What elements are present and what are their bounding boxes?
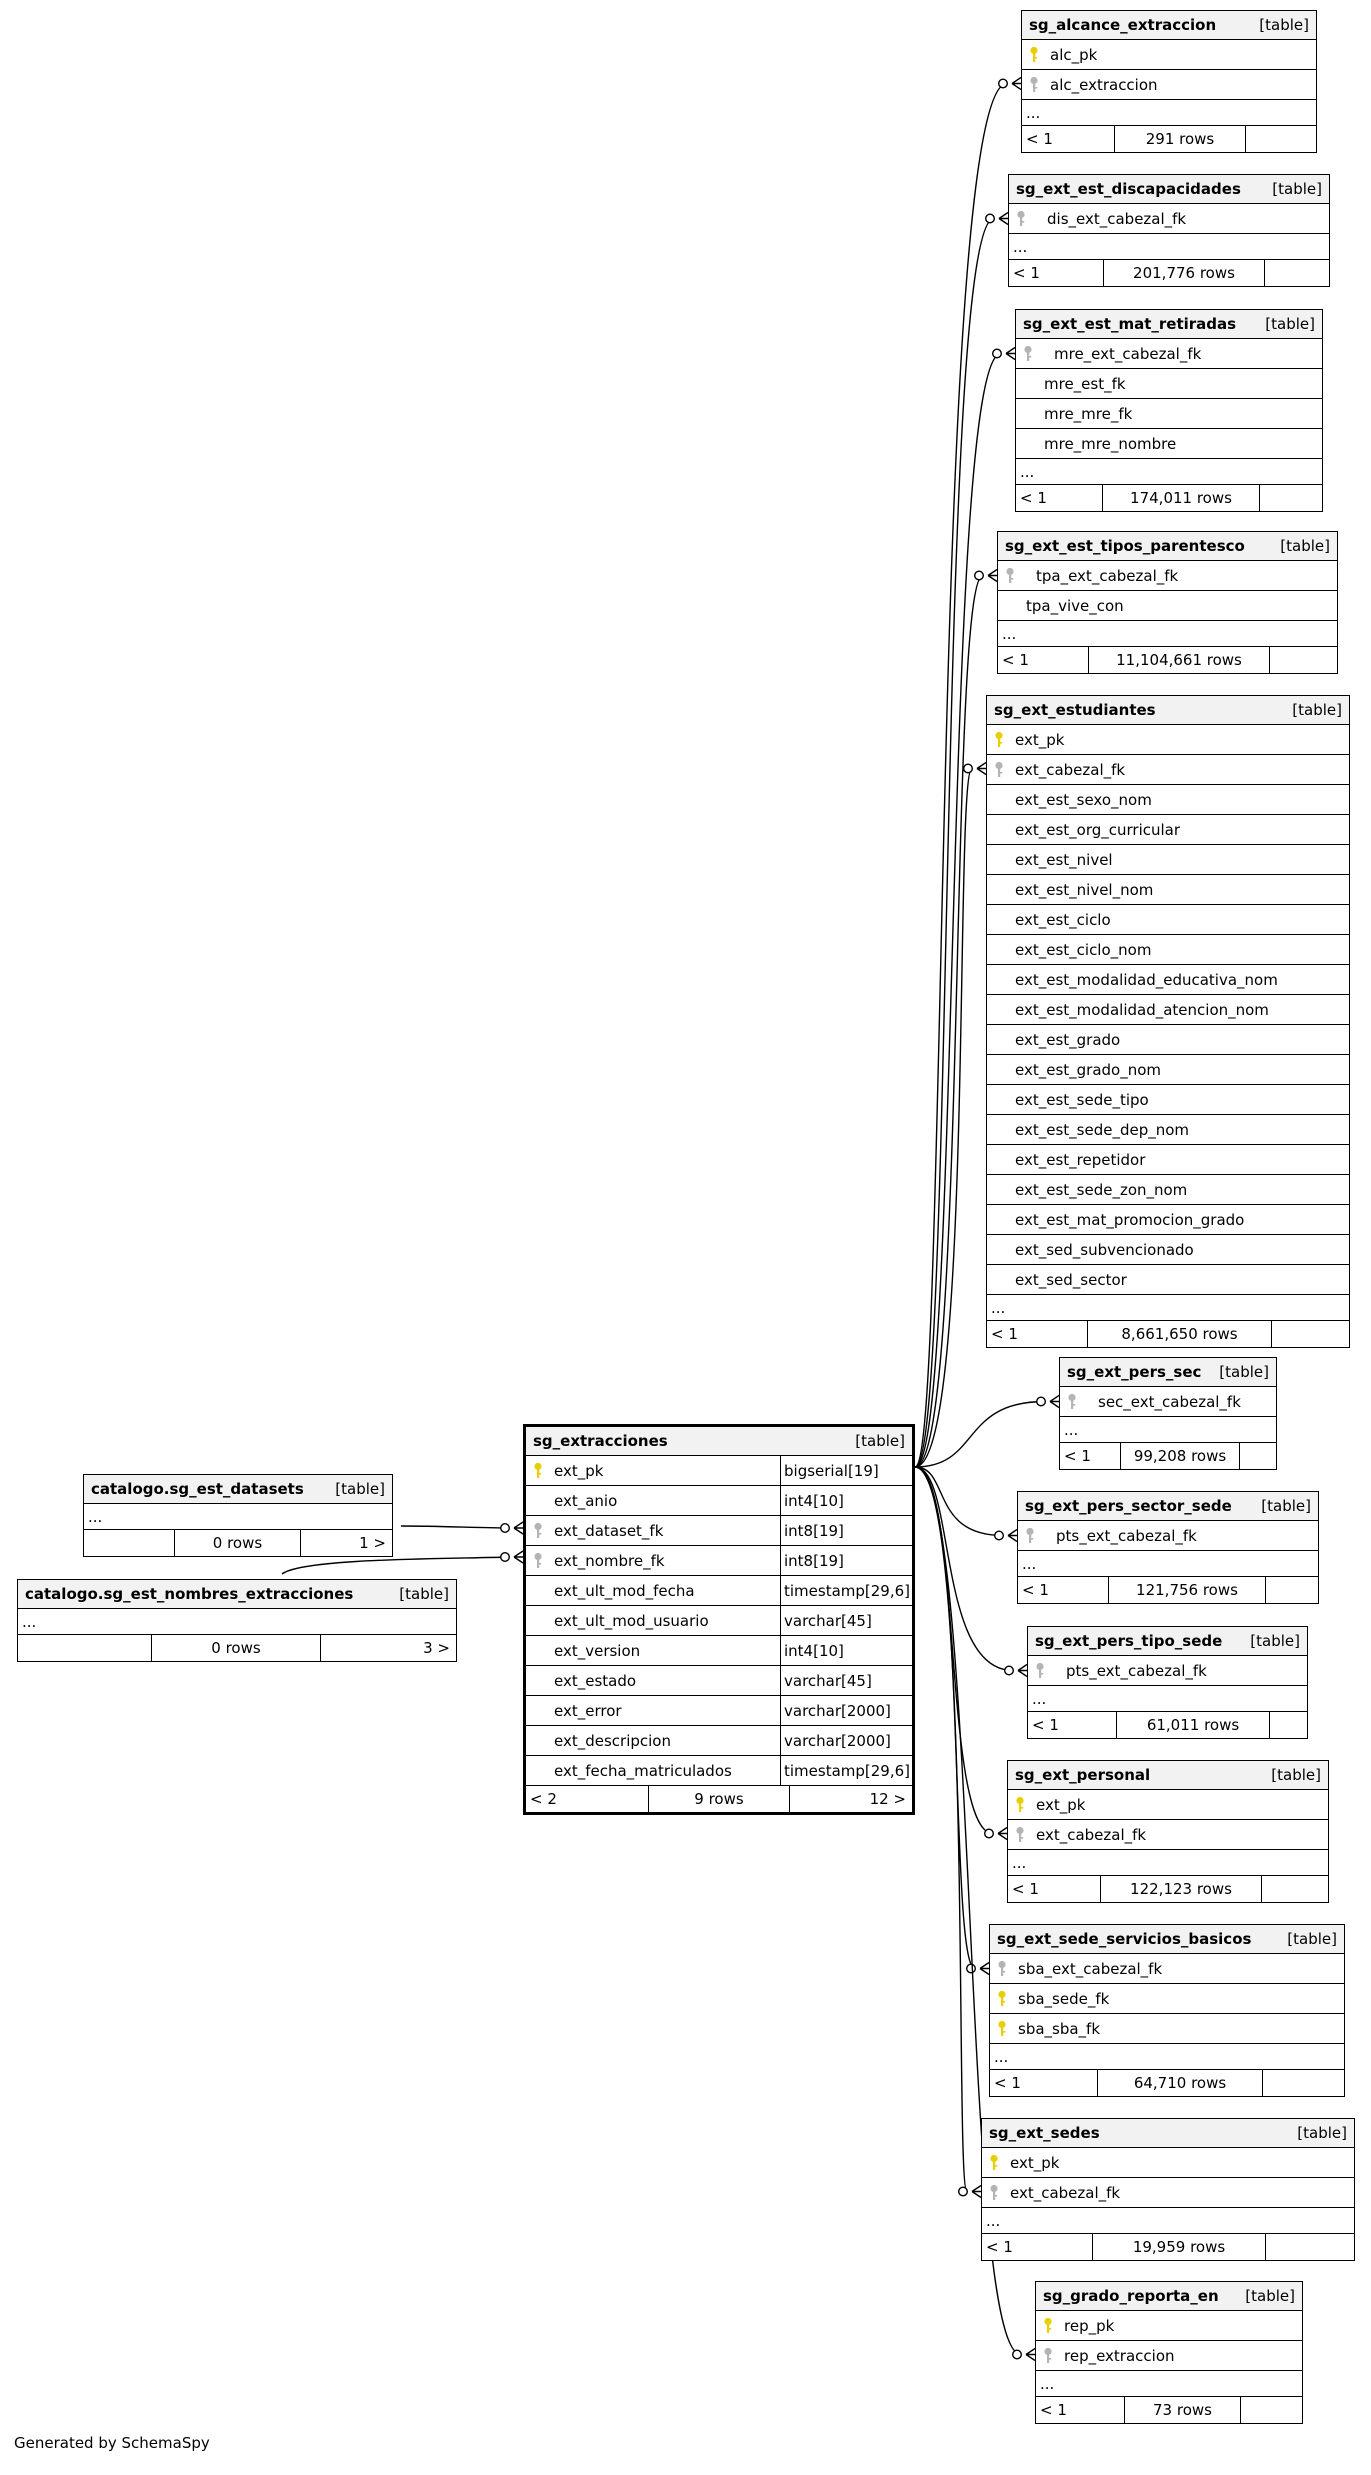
parents-link[interactable]: < 1 (982, 2234, 1093, 2260)
column-name: mre_est_fk (1044, 374, 1126, 393)
table-tag: [table] (1297, 2124, 1347, 2142)
zero-optional-marker (985, 1829, 994, 1838)
parents-link[interactable]: < 1 (998, 647, 1089, 673)
zero-optional-marker (986, 214, 995, 223)
column-name: pts_ext_cabezal_fk (1056, 1526, 1197, 1545)
column-row[interactable] (1009, 204, 1329, 234)
column-row[interactable] (987, 995, 1349, 1025)
parents-link[interactable] (84, 1530, 175, 1556)
relationship-edge (282, 1557, 509, 1574)
table-name[interactable]: sg_grado_reporta_en (1043, 2287, 1219, 2305)
more-columns: ... (1008, 1850, 1328, 1876)
column-name: ext_fecha_matriculados (554, 1761, 732, 1780)
column-name: ext_pk (1036, 1795, 1086, 1814)
table-name[interactable]: sg_ext_pers_sec (1067, 1363, 1202, 1381)
column-name: ext_dataset_fk (554, 1521, 664, 1540)
children-link[interactable] (1265, 260, 1329, 286)
column-name: ext_sed_subvencionado (1015, 1240, 1194, 1259)
column-type: int8[19] (784, 1521, 844, 1540)
column-row[interactable] (1016, 339, 1322, 369)
children-link[interactable] (1270, 647, 1337, 673)
children-link[interactable] (1262, 1876, 1328, 1902)
table-tag: [table] (1287, 1930, 1337, 1948)
parents-link[interactable]: < 1 (1008, 1876, 1101, 1902)
zero-optional-marker (1005, 1666, 1014, 1675)
primary-key-icon (997, 1990, 1007, 2008)
row-count: 174,011 rows (1103, 485, 1260, 511)
more-columns: ... (84, 1504, 392, 1530)
table-name[interactable]: sg_alcance_extraccion (1029, 16, 1217, 34)
row-count: 0 rows (152, 1635, 321, 1661)
more-columns: ... (1016, 459, 1322, 485)
table-name[interactable]: sg_ext_est_discapacidades (1016, 180, 1241, 198)
table-name[interactable]: sg_ext_est_mat_retiradas (1023, 315, 1237, 333)
foreign-key-icon (997, 1960, 1007, 1978)
row-count: 291 rows (1115, 126, 1246, 152)
column-name: ext_est_nivel (1015, 850, 1113, 869)
column-row[interactable] (982, 2178, 1354, 2208)
column-row[interactable] (526, 1576, 912, 1606)
column-row[interactable] (987, 845, 1349, 875)
foreign-key-icon (994, 761, 1004, 779)
column-row[interactable] (526, 1546, 912, 1576)
parents-link[interactable]: < 1 (1022, 126, 1115, 152)
more-columns: ... (998, 621, 1337, 647)
column-row[interactable] (987, 1175, 1349, 1205)
column-name: ext_est_modalidad_atencion_nom (1015, 1000, 1269, 1019)
row-count: 0 rows (175, 1530, 301, 1556)
column-name: ext_pk (554, 1461, 604, 1480)
column-name: ext_est_modalidad_educativa_nom (1015, 970, 1278, 989)
primary-key-icon (989, 2154, 999, 2172)
table-footer (1060, 1443, 1276, 1469)
table-footer (1022, 126, 1316, 152)
table-footer (526, 1786, 912, 1812)
column-name: ext_est_ciclo_nom (1015, 940, 1152, 959)
table-footer (1028, 1712, 1307, 1738)
column-row[interactable] (990, 1984, 1344, 2014)
column-name: ext_error (554, 1701, 622, 1720)
more-columns: ... (1036, 2371, 1302, 2397)
column-row[interactable] (1016, 429, 1322, 459)
table-tag: [table] (1259, 16, 1309, 34)
column-name: dis_ext_cabezal_fk (1047, 209, 1187, 228)
table-tag: [table] (1265, 315, 1315, 333)
row-count: 201,776 rows (1104, 260, 1265, 286)
child-table[interactable] (1021, 10, 1317, 153)
column-row[interactable] (526, 1756, 912, 1786)
zero-optional-marker (501, 1553, 510, 1562)
children-link[interactable] (1260, 485, 1322, 511)
column-name: ext_descripcion (554, 1731, 671, 1750)
parents-link[interactable] (18, 1635, 152, 1661)
crows-foot-marker (998, 1828, 1007, 1840)
foreign-key-icon (1035, 1662, 1045, 1680)
foreign-key-icon (1016, 210, 1026, 228)
table-tag: [table] (1272, 180, 1322, 198)
column-row[interactable] (990, 2014, 1344, 2044)
table-footer (84, 1530, 392, 1556)
column-row[interactable] (987, 1085, 1349, 1115)
primary-key-icon (1029, 46, 1039, 64)
more-columns: ... (1009, 234, 1329, 260)
parent-table[interactable] (17, 1579, 457, 1662)
crows-foot-marker (514, 1551, 523, 1563)
parents-link[interactable]: < 1 (1036, 2397, 1125, 2423)
column-row[interactable] (1016, 369, 1322, 399)
column-row[interactable] (998, 591, 1337, 621)
column-type: timestamp[29,6] (784, 1761, 911, 1780)
column-name: mre_mre_nombre (1044, 434, 1177, 453)
table-name[interactable]: sg_ext_sedes (989, 2124, 1100, 2142)
row-count: 9 rows (649, 1786, 790, 1812)
table-name[interactable]: catalogo.sg_est_datasets (91, 1480, 304, 1498)
column-name: ext_cabezal_fk (1015, 760, 1126, 779)
zero-optional-marker (967, 1964, 976, 1973)
foreign-key-icon (1029, 76, 1039, 94)
crows-foot-marker (1018, 1665, 1027, 1677)
crows-foot-marker (988, 570, 997, 582)
column-row[interactable] (987, 755, 1349, 785)
table-footer (18, 1635, 456, 1661)
row-count: 122,123 rows (1101, 1876, 1262, 1902)
row-count: 11,104,661 rows (1089, 647, 1270, 673)
child-table[interactable] (1015, 309, 1323, 512)
zero-optional-marker (993, 349, 1002, 358)
column-name: ext_estado (554, 1671, 637, 1690)
zero-optional-marker (995, 1531, 1004, 1540)
foreign-key-icon (1015, 1826, 1025, 1844)
more-columns: ... (990, 2044, 1344, 2070)
column-row[interactable] (1060, 1387, 1276, 1417)
column-row[interactable] (987, 935, 1349, 965)
column-row[interactable] (987, 905, 1349, 935)
column-row[interactable] (1028, 1656, 1307, 1686)
column-name: ext_ult_mod_fecha (554, 1581, 695, 1600)
child-table[interactable] (986, 695, 1350, 1348)
primary-key-icon (1015, 1796, 1025, 1814)
child-table[interactable] (989, 1924, 1345, 2097)
parents-link[interactable]: < 1 (1009, 260, 1104, 286)
crows-foot-marker (1006, 348, 1015, 360)
child-table[interactable] (1017, 1491, 1319, 1604)
crows-foot-marker (1012, 78, 1021, 90)
column-name: ext_est_repetidor (1015, 1150, 1146, 1169)
column-name: ext_sed_sector (1015, 1270, 1127, 1289)
child-table[interactable] (1027, 1626, 1308, 1739)
table-tag: [table] (855, 1432, 905, 1450)
zero-optional-marker (1037, 1397, 1046, 1406)
crows-foot-marker (980, 1963, 989, 1975)
column-name: rep_pk (1064, 2316, 1115, 2335)
children-link[interactable] (1240, 1443, 1276, 1469)
table-name[interactable]: sg_ext_est_tipos_parentesco (1005, 537, 1245, 555)
column-name: ext_est_sede_dep_nom (1015, 1120, 1190, 1139)
column-row[interactable] (526, 1726, 912, 1756)
column-row[interactable] (1022, 40, 1316, 70)
column-row[interactable] (987, 785, 1349, 815)
primary-key-icon (997, 2020, 1007, 2038)
column-row[interactable] (987, 725, 1349, 755)
column-row[interactable] (998, 561, 1337, 591)
children-link[interactable]: 3 > (423, 1639, 450, 1657)
column-row[interactable] (987, 1145, 1349, 1175)
table-tag: [table] (1219, 1363, 1269, 1381)
column-row[interactable] (987, 1055, 1349, 1085)
more-columns: ... (18, 1609, 456, 1635)
column-name: sba_sede_fk (1018, 1989, 1110, 2008)
primary-key-icon (533, 1462, 543, 1480)
table-name[interactable]: sg_extracciones (533, 1432, 668, 1450)
column-name: pts_ext_cabezal_fk (1066, 1661, 1207, 1680)
zero-optional-marker (1013, 2350, 1022, 2359)
crows-foot-marker (1026, 2349, 1035, 2361)
parents-link[interactable]: < 1 (1028, 1712, 1117, 1738)
children-link[interactable] (1272, 1321, 1349, 1347)
child-table[interactable] (1059, 1357, 1277, 1470)
column-type: varchar[45] (784, 1671, 872, 1690)
column-name: sec_ext_cabezal_fk (1098, 1392, 1241, 1411)
column-row[interactable] (526, 1636, 912, 1666)
table-name[interactable]: catalogo.sg_est_nombres_extracciones (25, 1585, 354, 1603)
zero-optional-marker (964, 764, 973, 773)
column-row[interactable] (982, 2148, 1354, 2178)
parents-link[interactable]: < 1 (1016, 485, 1103, 511)
column-name: ext_nombre_fk (554, 1551, 665, 1570)
more-columns: ... (1028, 1686, 1307, 1712)
primary-key-icon (1043, 2317, 1053, 2335)
row-count: 73 rows (1125, 2397, 1241, 2423)
column-row[interactable] (987, 965, 1349, 995)
column-row[interactable] (526, 1516, 912, 1546)
crows-foot-marker (514, 1522, 523, 1534)
table-tag: [table] (1280, 537, 1330, 555)
column-name: ext_pk (1010, 2153, 1060, 2172)
foreign-key-icon (1025, 1527, 1035, 1545)
zero-optional-marker (975, 571, 984, 580)
column-type: bigserial[19] (784, 1461, 879, 1480)
column-name: ext_est_ciclo (1015, 910, 1111, 929)
child-table[interactable] (997, 531, 1338, 674)
more-columns: ... (1060, 1417, 1276, 1443)
primary-key-icon (994, 731, 1004, 749)
parent-table[interactable] (83, 1474, 393, 1557)
foreign-key-icon (1005, 567, 1015, 585)
column-name: ext_est_sexo_nom (1015, 790, 1152, 809)
table-tag: [table] (1292, 701, 1342, 719)
child-table[interactable] (981, 2118, 1355, 2261)
column-name: ext_anio (554, 1491, 618, 1510)
table-tag: [table] (1250, 1632, 1300, 1650)
column-row[interactable] (1008, 1790, 1328, 1820)
column-type: varchar[2000] (784, 1731, 891, 1750)
crows-foot-marker (977, 763, 986, 775)
table-tag: [table] (1271, 1766, 1321, 1784)
column-type: int4[10] (784, 1641, 844, 1660)
parents-link[interactable]: < 1 (987, 1321, 1088, 1347)
table-tag: [table] (1261, 1497, 1311, 1515)
foreign-key-icon (533, 1552, 543, 1570)
column-row[interactable] (1022, 70, 1316, 100)
table-name[interactable]: sg_ext_estudiantes (994, 701, 1156, 719)
table-footer (990, 2070, 1344, 2096)
column-name: alc_extraccion (1050, 75, 1158, 94)
column-row[interactable] (987, 875, 1349, 905)
relationship-edge (915, 1467, 1013, 1671)
table-footer (982, 2234, 1354, 2260)
column-name: ext_cabezal_fk (1010, 2183, 1121, 2202)
children-link[interactable]: 12 > (869, 1790, 906, 1808)
column-name: ext_version (554, 1641, 641, 1660)
children-link[interactable] (1270, 1712, 1307, 1738)
child-table[interactable] (1035, 2281, 1303, 2424)
children-link[interactable]: 1 > (359, 1534, 386, 1552)
row-count: 121,756 rows (1109, 1577, 1266, 1603)
table-footer (998, 647, 1337, 673)
column-name: ext_ult_mod_usuario (554, 1611, 709, 1630)
child-table[interactable] (1007, 1760, 1329, 1903)
column-name: ext_cabezal_fk (1036, 1825, 1147, 1844)
relationship-edge (401, 1526, 509, 1528)
column-row[interactable] (987, 1265, 1349, 1295)
generated-by-label: Generated by SchemaSpy (14, 2434, 210, 2452)
children-link[interactable] (1263, 2070, 1344, 2096)
parents-link[interactable]: < 1 (1060, 1443, 1121, 1469)
table-name[interactable]: sg_ext_personal (1015, 1766, 1151, 1784)
column-row[interactable] (1018, 1521, 1318, 1551)
zero-optional-marker (999, 79, 1008, 88)
column-name: alc_pk (1050, 45, 1098, 64)
row-count: 99,208 rows (1121, 1443, 1240, 1469)
table-tag: [table] (335, 1480, 385, 1498)
row-count: 64,710 rows (1098, 2070, 1263, 2096)
foreign-key-icon (1043, 2347, 1053, 2365)
column-name: mre_ext_cabezal_fk (1054, 344, 1202, 363)
more-columns: ... (987, 1295, 1349, 1321)
zero-optional-marker (501, 1524, 510, 1533)
column-type: int8[19] (784, 1551, 844, 1570)
table-footer (987, 1321, 1349, 1347)
column-row[interactable] (1016, 399, 1322, 429)
column-row[interactable] (987, 1205, 1349, 1235)
parents-link[interactable]: < 1 (990, 2070, 1098, 2096)
parents-link[interactable]: < 2 (526, 1786, 649, 1812)
table-name[interactable]: sg_ext_sede_servicios_basicos (997, 1930, 1252, 1948)
column-type: varchar[2000] (784, 1701, 891, 1720)
column-row[interactable] (526, 1606, 912, 1636)
children-link[interactable] (1246, 126, 1316, 152)
column-row[interactable] (987, 815, 1349, 845)
foreign-key-icon (1023, 345, 1033, 363)
table-footer (1009, 260, 1329, 286)
column-row[interactable] (1036, 2311, 1302, 2341)
children-link[interactable] (1266, 1577, 1318, 1603)
row-count: 19,959 rows (1093, 2234, 1266, 2260)
column-name: ext_pk (1015, 730, 1065, 749)
column-name: tpa_vive_con (1026, 596, 1124, 615)
children-link[interactable] (1241, 2397, 1302, 2423)
column-name: sba_sba_fk (1018, 2019, 1101, 2038)
column-name: ext_est_nivel_nom (1015, 880, 1154, 899)
table-tag: [table] (399, 1585, 449, 1603)
more-columns: ... (1022, 100, 1316, 126)
column-row[interactable] (526, 1456, 912, 1486)
table-footer (1016, 485, 1322, 511)
column-row[interactable] (987, 1235, 1349, 1265)
column-row[interactable] (1008, 1820, 1328, 1850)
column-row[interactable] (987, 1115, 1349, 1145)
more-columns: ... (1018, 1551, 1318, 1577)
zero-optional-marker (959, 2187, 968, 2196)
more-columns: ... (982, 2208, 1354, 2234)
column-type: timestamp[29,6] (784, 1581, 911, 1600)
child-table[interactable] (1008, 174, 1330, 287)
column-name: ext_est_grado (1015, 1030, 1121, 1049)
row-count: 61,011 rows (1117, 1712, 1270, 1738)
column-type: varchar[45] (784, 1611, 872, 1630)
column-row[interactable] (526, 1666, 912, 1696)
table-footer (1018, 1577, 1318, 1603)
crows-foot-marker (1050, 1396, 1059, 1408)
table-footer (1036, 2397, 1302, 2423)
column-type: int4[10] (784, 1491, 844, 1510)
table-name[interactable]: sg_ext_pers_sector_sede (1025, 1497, 1232, 1515)
column-row[interactable] (990, 1954, 1344, 1984)
column-name: ext_est_sede_tipo (1015, 1090, 1149, 1109)
table-sg-extracciones[interactable] (523, 1424, 915, 1815)
crows-foot-marker (999, 213, 1008, 225)
crows-foot-marker (1008, 1530, 1017, 1542)
foreign-key-icon (1067, 1393, 1077, 1411)
column-row[interactable] (1036, 2341, 1302, 2371)
column-name: ext_est_sede_zon_nom (1015, 1180, 1188, 1199)
table-tag: [table] (1245, 2287, 1295, 2305)
column-name: ext_est_org_curricular (1015, 820, 1181, 839)
column-name: rep_extraccion (1064, 2346, 1175, 2365)
column-row[interactable] (987, 1025, 1349, 1055)
table-name[interactable]: sg_ext_pers_tipo_sede (1035, 1632, 1223, 1650)
column-row[interactable] (526, 1696, 912, 1726)
column-name: ext_est_grado_nom (1015, 1060, 1162, 1079)
foreign-key-icon (533, 1522, 543, 1540)
foreign-key-icon (989, 2184, 999, 2202)
table-footer (1008, 1876, 1328, 1902)
row-count: 8,661,650 rows (1088, 1321, 1272, 1347)
column-row[interactable] (526, 1486, 912, 1516)
column-name: mre_mre_fk (1044, 404, 1133, 423)
children-link[interactable] (1266, 2234, 1354, 2260)
crows-foot-marker (972, 2186, 981, 2198)
column-name: tpa_ext_cabezal_fk (1036, 566, 1179, 585)
parents-link[interactable]: < 1 (1018, 1577, 1109, 1603)
column-name: ext_est_mat_promocion_grado (1015, 1210, 1245, 1229)
column-name: sba_ext_cabezal_fk (1018, 1959, 1163, 1978)
